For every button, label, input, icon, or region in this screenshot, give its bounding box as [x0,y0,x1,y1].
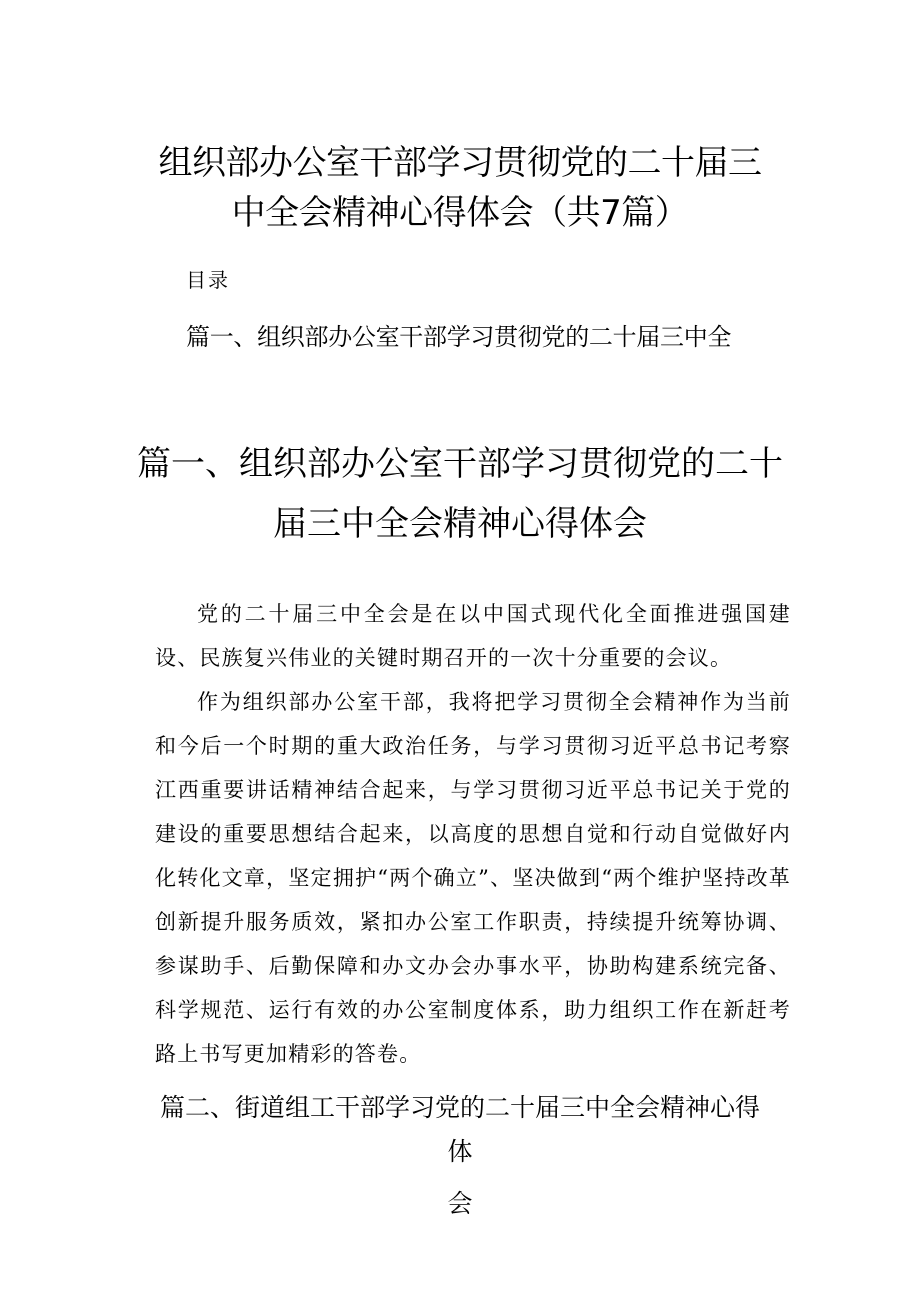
section-2-title [150,1086,770,1226]
document-title-line2: 中全会精神心得体会（共7篇） [231,193,689,233]
section-2-title-line1: 篇二、街道组工干部学习党的二十届三中全会精神心得体 [159,1093,760,1166]
section-1-title-line2: 届三中全会精神心得体会 [273,504,647,544]
section-1-title-line1: 篇一、组织部办公室干部学习贯彻党的二十 [137,444,783,484]
document-title-line1: 组织部办公室干部学习贯彻党的二十届三 [158,143,762,183]
section-1-paragraph-1: 党的二十届三中全会是在以中国式现代化全面推进强国建设、民族复兴伟业的关键时期召开的一次十分重要的会议。 [155,602,791,670]
document-title [120,138,800,238]
section-1-title [110,434,810,554]
toc-label: 目录 [186,268,230,292]
section-2-title-line2: 会 [447,1189,473,1218]
toc-item[interactable]: 篇一、组织部办公室干部学习贯彻党的二十届三中全 [186,323,732,351]
section-1-paragraph-2: 作为组织部办公室干部，我将把学习贯彻全会精神作为当前和今后一个时期的重大政治任务，与学习贯彻习近平总书记考察江西重要讲话精神结合起来，与学习贯彻习近平总书记关于党的建设的重要思想结合起来，以高度的思想自觉和行动自觉做好内化转化文章，坚定拥护“两个确立”、坚决做到“两个维护坚持改革创新提升服务质效，紧扣办公室工作职责，持续提升统筹协调、参谋助手、后勤保障和办文办会办事水平，协助构建系统完备、科学规范、运行有效的办公室制度体系，助力组织工作在新赶考路上书写更加精彩的答卷。 [155,690,791,1066]
